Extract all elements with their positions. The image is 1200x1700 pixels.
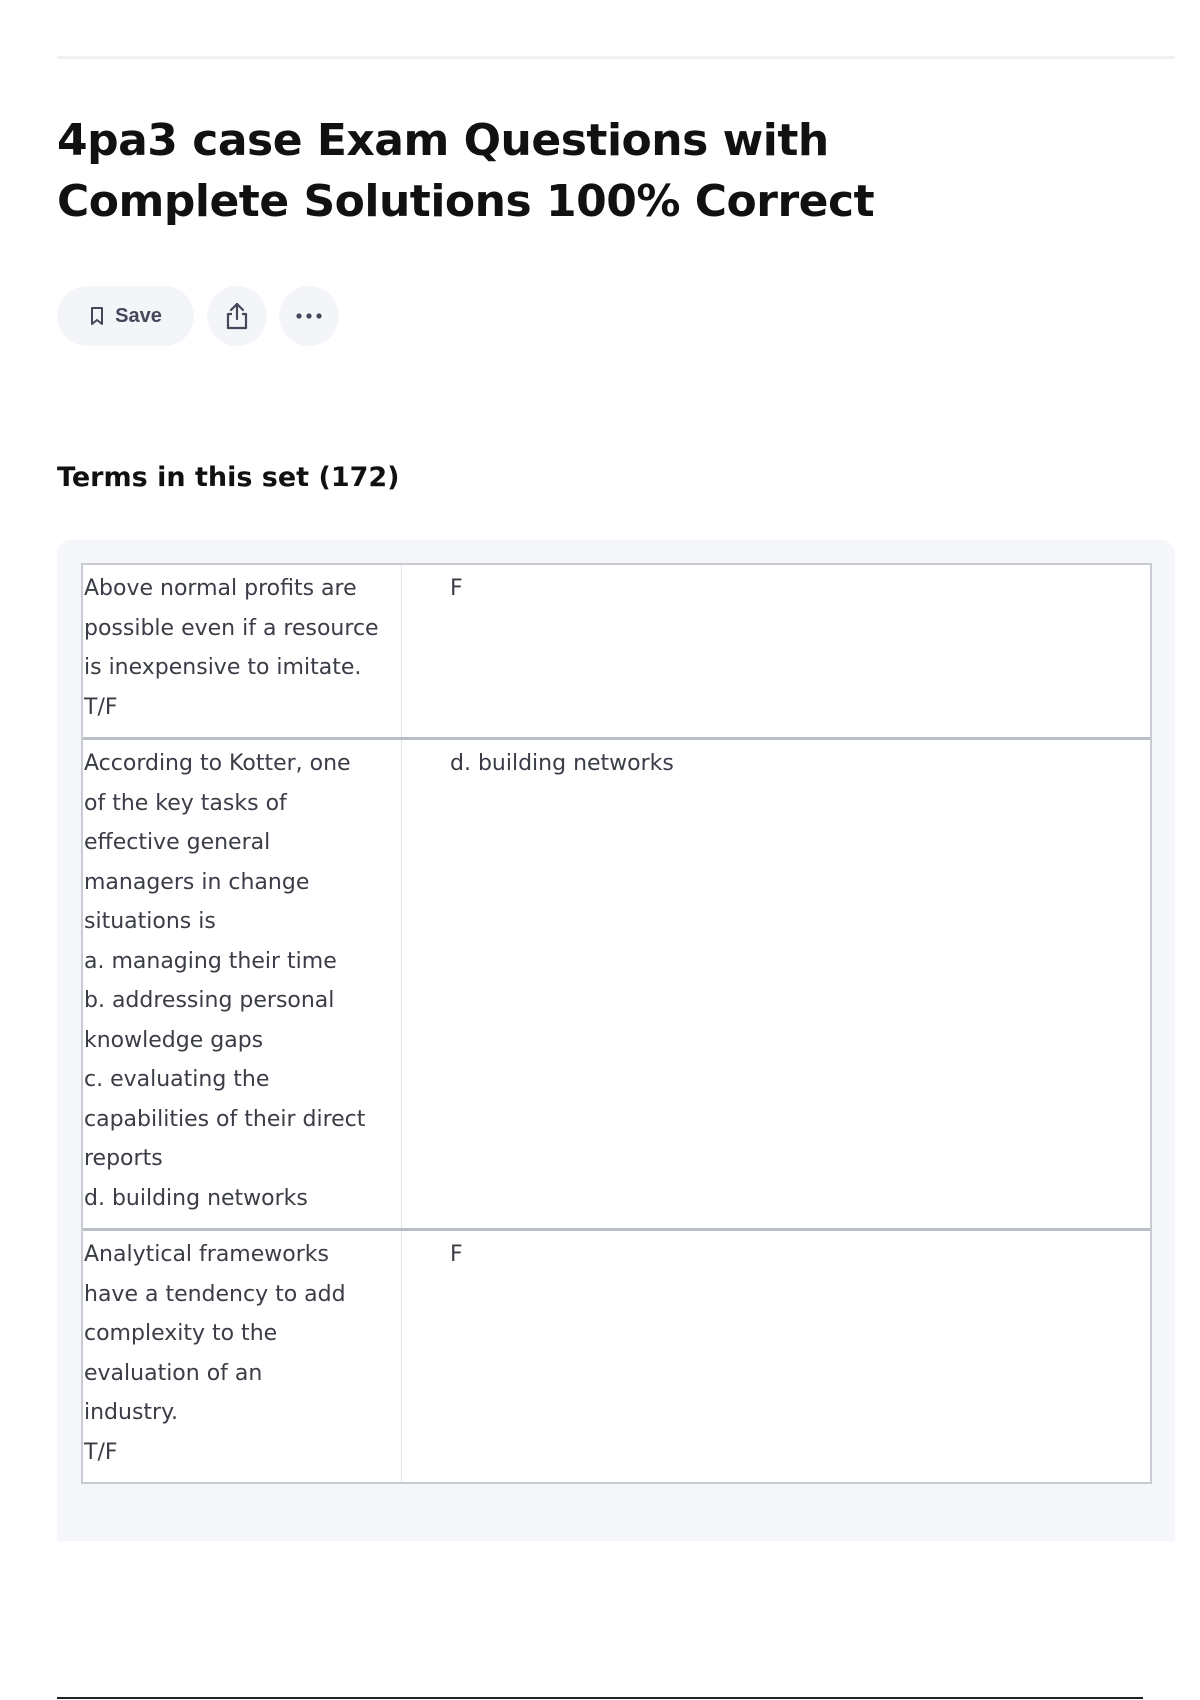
definition-text: F <box>450 1242 463 1267</box>
top-divider <box>57 56 1175 59</box>
save-button-label: Save <box>115 304 162 327</box>
terms-heading: Terms in this set (172) <box>57 462 400 493</box>
share-icon <box>224 301 250 331</box>
term-row <box>83 1228 1150 1482</box>
definition-text: d. building networks <box>450 751 674 776</box>
bookmark-icon <box>89 306 105 326</box>
term-row <box>83 737 1150 1228</box>
term-row <box>83 565 1150 737</box>
save-button[interactable] <box>57 286 194 346</box>
more-horizontal-icon <box>295 312 323 320</box>
term-text: According to Kotter, one of the key tasks of effective general managers in change situations is a. managing their time b. addressing personal knowledge gaps c. evaluating the capabilities of their direct reports d. building networks <box>83 740 402 1228</box>
term-text: Analytical frameworks have a tendency to add complexity to the evaluation of an industry. T/F <box>83 1231 402 1482</box>
bottom-divider <box>57 1697 1143 1699</box>
page-title: 4pa3 case Exam Questions with Complete Solutions 100% Correct <box>57 115 875 227</box>
terms-table <box>81 563 1152 1484</box>
definition-text: F <box>450 576 463 601</box>
share-button[interactable] <box>207 286 267 346</box>
action-bar <box>57 286 339 346</box>
more-options-button[interactable] <box>279 286 339 346</box>
term-text: Above normal profits are possible even if a resource is inexpensive to imitate. T/F <box>83 565 402 737</box>
